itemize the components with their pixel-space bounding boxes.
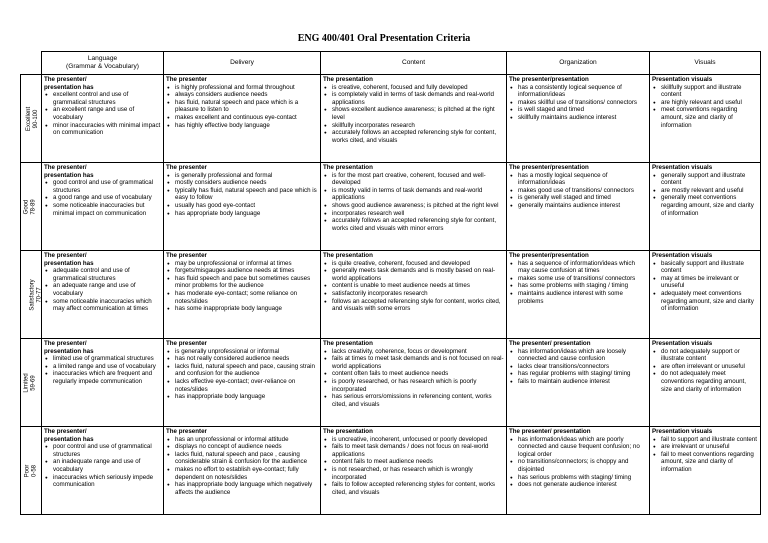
criteria-item: ● poor control and use of grammatical structures xyxy=(53,443,161,458)
cell-heading: The presentation xyxy=(323,252,373,259)
criteria-list xyxy=(166,172,318,218)
level-name: Excellent xyxy=(26,106,33,131)
criteria-item: ● has serious problems with staging/ timing xyxy=(518,474,647,482)
criteria-item: ● makes no effort to establish eye-contact; fully dependent on notes/slides xyxy=(175,466,318,481)
criteria-item: ● has information/ideas which are loosely connected and cause confusion xyxy=(518,348,647,363)
criteria-list xyxy=(652,84,758,130)
criteria-list xyxy=(166,84,318,130)
criteria-item: ● inaccuracies which are frequent and regularly impede communication xyxy=(53,370,161,385)
criteria-cell-content xyxy=(321,75,507,163)
criteria-item: ● meet conventions regarding amount, size and clarity of information xyxy=(661,106,758,129)
criteria-list xyxy=(509,260,647,306)
cell-heading: Presentation visuals xyxy=(652,428,713,435)
criteria-item: ● makes excellent and continuous eye-contact xyxy=(175,114,318,122)
criteria-item: ● an adequate range and use of vocabulary xyxy=(53,282,161,297)
criteria-list xyxy=(509,436,647,489)
criteria-item: ● makes good use of transitions/ connectors xyxy=(518,187,647,195)
criteria-item: ● accurately follows an accepted referencing style for content, works cited, and visuals xyxy=(332,129,504,144)
criteria-item: ● good control and use of grammatical structures xyxy=(53,179,161,194)
level-cell xyxy=(21,251,42,339)
criteria-item: ● an inadequate range and use of vocabulary xyxy=(53,458,161,473)
criteria-item: ● some noticeable inaccuracies but minimal impact on communication xyxy=(53,202,161,217)
cell-heading: The presentation xyxy=(323,340,373,347)
criteria-cell-organization xyxy=(507,427,650,515)
criteria-list xyxy=(509,348,647,386)
level-cell xyxy=(21,339,42,427)
criteria-item: ● is quite creative, coherent, focused and developed xyxy=(332,260,504,268)
level-range: 90-100 xyxy=(33,109,40,128)
criteria-item: ● a good range and use of vocabulary xyxy=(53,194,161,202)
criteria-item: ● has fluid, natural speech and pace which is a pleasure to listen to xyxy=(175,99,318,114)
cell-heading: The presentation xyxy=(323,428,373,435)
level-label xyxy=(24,199,38,214)
rubric-row xyxy=(21,163,761,251)
criteria-cell-content xyxy=(321,427,507,515)
cell-heading: The presenter xyxy=(166,164,207,171)
criteria-item: ● lacks clear transitions/connectors xyxy=(518,363,647,371)
header-row xyxy=(21,52,761,75)
criteria-list xyxy=(509,84,647,122)
criteria-cell-language xyxy=(42,75,164,163)
level-range: 70-77 xyxy=(36,286,43,303)
cell-heading: The presenter/ presentation has xyxy=(44,252,94,267)
criteria-item: ● is poorly researched, or has research which is poorly incorporated xyxy=(332,378,504,393)
criteria-item: ● basically support and illustrate content xyxy=(661,260,758,275)
cell-heading: The presenter xyxy=(166,428,207,435)
criteria-item: ● typically has fluid, natural speech and pace which is easy to follow xyxy=(175,187,318,202)
criteria-list xyxy=(166,436,318,497)
cell-heading: Presentation visuals xyxy=(652,252,713,259)
level-label xyxy=(26,106,40,130)
criteria-item: ● is uncreative, incoherent, unfocused or poorly developed xyxy=(332,436,504,444)
criteria-item: ● lacks effective eye-contact; over-reliance on notes/slides xyxy=(175,378,318,393)
criteria-item: ● generally meet conventions regarding amount, size and clarity of information xyxy=(661,194,758,217)
criteria-item: ● makes skillful use of transitions/ connectors xyxy=(518,99,647,107)
criteria-item: ● has regular problems with staging/ timing xyxy=(518,370,647,378)
criteria-item: ● is generally unprofessional or informal xyxy=(175,348,318,356)
cell-heading: The presenter xyxy=(166,252,207,259)
criteria-list xyxy=(652,260,758,313)
level-label xyxy=(24,373,38,392)
criteria-item: ● has moderate eye-contact; some reliance on notes/slides xyxy=(175,290,318,305)
criteria-item: ● may at times be irrelevant or unuseful xyxy=(661,275,758,290)
criteria-item: ● skillfully maintains audience interest xyxy=(518,114,647,122)
criteria-item: ● minor inaccuracies with minimal impact on communication xyxy=(53,122,161,137)
criteria-item: ● is completely valid in terms of task demands and real-world applications xyxy=(332,91,504,106)
criteria-item: ● has serious errors/omissions in referencing content, works cited, and visuals xyxy=(332,393,504,408)
criteria-item: ● always considers audience needs xyxy=(175,91,318,99)
criteria-item: ● shows good audience awareness; is pitched at the right level xyxy=(332,202,504,210)
criteria-cell-delivery xyxy=(164,251,321,339)
criteria-item: ● adequate control and use of grammatical structures xyxy=(53,267,161,282)
criteria-item: ● is highly professional and formal throughout xyxy=(175,84,318,92)
criteria-item: ● has an unprofessional or informal attitude xyxy=(175,436,318,444)
criteria-list xyxy=(652,348,758,394)
criteria-cell-content xyxy=(321,163,507,251)
criteria-list xyxy=(44,179,161,217)
criteria-item: ● lacks fluid, natural speech and pace , causing considerable strain & confusion for the audience xyxy=(175,451,318,466)
criteria-cell-visuals xyxy=(650,163,761,251)
criteria-list xyxy=(44,91,161,137)
criteria-item: ● content fails to meet audience needs xyxy=(332,458,504,466)
cell-heading: The presenter xyxy=(166,340,207,347)
criteria-cell-visuals xyxy=(650,427,761,515)
criteria-cell-delivery xyxy=(164,75,321,163)
criteria-item: ● skillfully incorporates research xyxy=(332,122,504,130)
criteria-cell-delivery xyxy=(164,427,321,515)
criteria-item: ● may be unprofessional or informal at times xyxy=(175,260,318,268)
criteria-item: ● fails to maintain audience interest xyxy=(518,378,647,386)
criteria-item: ● has inappropriate body language xyxy=(175,393,318,401)
criteria-item: ● fail to meet conventions regarding amount, size and clarity of information xyxy=(661,451,758,474)
document-title: ENG 400/401 Oral Presentation Criteria xyxy=(297,33,471,44)
column-header-organization: Organization xyxy=(507,52,650,75)
criteria-list xyxy=(166,348,318,401)
criteria-cell-organization xyxy=(507,339,650,427)
criteria-item: ● has a sequence of information/ideas which may cause confusion at times xyxy=(518,260,647,275)
criteria-item: ● has information/ideas which are poorly connected and cause frequent confusion; no logical order xyxy=(518,436,647,459)
level-cell xyxy=(21,75,42,163)
criteria-table xyxy=(20,51,761,515)
criteria-item: ● is generally professional and formal xyxy=(175,172,318,180)
criteria-item: ● skillfully support and illustrate content xyxy=(661,84,758,99)
level-cell xyxy=(21,163,42,251)
criteria-item: ● has appropriate body language xyxy=(175,210,318,218)
criteria-item: ● forgets/misgauges audience needs at times xyxy=(175,267,318,275)
criteria-item: ● a limited range and use of vocabulary xyxy=(53,363,161,371)
criteria-item: ● are often irrelevant or unuseful xyxy=(661,363,758,371)
criteria-list xyxy=(44,267,161,313)
criteria-item: ● do not adequately support or illustrate content xyxy=(661,348,758,363)
cell-heading: The presenter/presentation xyxy=(509,76,589,83)
level-range: 78-89 xyxy=(30,198,37,215)
cell-heading: The presenter/ presentation has xyxy=(44,76,94,91)
criteria-cell-visuals xyxy=(650,75,761,163)
cell-heading: The presenter/presentation xyxy=(509,252,589,259)
criteria-item: ● accurately follows an accepted referencing style for content, works cited and visuals with minor errors xyxy=(332,217,504,232)
criteria-list xyxy=(44,355,161,385)
rubric-row xyxy=(21,339,761,427)
criteria-item: ● usually has good eye-contact xyxy=(175,202,318,210)
criteria-item: ● adequately meet conventions regarding amount, size and clarity of information xyxy=(661,290,758,313)
criteria-item: ● is creative, coherent, focused and fully developed xyxy=(332,84,504,92)
criteria-cell-organization xyxy=(507,163,650,251)
level-cell xyxy=(21,427,42,515)
criteria-item: ● is not researched, or has research which is wrongly incorporated xyxy=(332,466,504,481)
criteria-list xyxy=(652,172,758,218)
criteria-list xyxy=(323,84,504,145)
criteria-item: ● generally support and illustrate content xyxy=(661,172,758,187)
column-header-delivery: Delivery xyxy=(164,52,321,75)
criteria-item: ● has some inappropriate body language xyxy=(175,305,318,313)
criteria-item: ● is for the most part creative, coherent, focused and well-developed xyxy=(332,172,504,187)
criteria-item: ● lacks fluid, natural speech and pace, causing strain and confusion for the audience xyxy=(175,363,318,378)
criteria-item: ● makes some use of transitions/ connectors xyxy=(518,275,647,283)
criteria-list xyxy=(509,172,647,210)
level-name: Satisfactory xyxy=(29,278,36,311)
level-label xyxy=(30,279,44,310)
criteria-cell-language xyxy=(42,427,164,515)
criteria-item: ● has highly effective body language xyxy=(175,122,318,130)
cell-heading: The presenter xyxy=(166,76,207,83)
rubric-row xyxy=(21,75,761,163)
level-name: Poor xyxy=(24,464,30,477)
criteria-list xyxy=(166,260,318,313)
corner-cell xyxy=(21,52,42,75)
criteria-item: ● is mostly valid in terms of task demands and real-world applications xyxy=(332,187,504,202)
criteria-item: ● inaccuracies which seriously impede communication xyxy=(53,474,161,489)
criteria-list xyxy=(323,260,504,313)
criteria-item: ● are highly relevant and useful xyxy=(661,99,758,107)
criteria-item: ● has a mostly logical sequence of information/ideas xyxy=(518,172,647,187)
cell-heading: The presentation xyxy=(323,164,373,171)
criteria-item: ● are mostly relevant and useful xyxy=(661,187,758,195)
cell-heading: The presenter/ presentation xyxy=(509,340,591,347)
level-label xyxy=(24,464,38,477)
criteria-item: ● do not adequately meet conventions regarding amount, size and clarity of information xyxy=(661,370,758,393)
level-range: 0-58 xyxy=(31,464,37,477)
criteria-item: ● maintains audience interest with some problems xyxy=(518,290,647,305)
level-name: Good xyxy=(23,199,30,214)
criteria-item: ● has a consistently logical sequence of information/ideas xyxy=(518,84,647,99)
criteria-item: ● lacks creativity, coherence, focus or development xyxy=(332,348,504,356)
criteria-item: ● displays no concept of audience needs xyxy=(175,443,318,451)
criteria-item: ● no transitions/connectors; is choppy and disjointed xyxy=(518,458,647,473)
cell-heading: Presentation visuals xyxy=(652,340,713,347)
criteria-cell-visuals xyxy=(650,251,761,339)
criteria-item: ● shows excellent audience awareness; is pitched at the right level xyxy=(332,106,504,121)
criteria-item: ● fails to follow accepted referencing styles for content, works cited, and visuals xyxy=(332,481,504,496)
criteria-item: ● fails at times to meet task demands and is not focused on real-world applications xyxy=(332,355,504,370)
cell-heading: The presenter/ presentation has xyxy=(44,428,94,443)
criteria-item: ● content is unable to meet audience needs at times xyxy=(332,282,504,290)
criteria-item: ● incorporates research well xyxy=(332,210,504,218)
criteria-item: ● content often fails to meet audience needs xyxy=(332,370,504,378)
cell-heading: The presenter/ presentation xyxy=(509,428,591,435)
criteria-item: ● has fluid speech and pace but sometimes causes minor problems for the audience xyxy=(175,275,318,290)
criteria-item: ● has inappropriate body language which negatively affects the audience xyxy=(175,481,318,496)
criteria-item: ● fails to meet task demands / does not focus on real-world applications xyxy=(332,443,504,458)
criteria-cell-language xyxy=(42,163,164,251)
criteria-cell-organization xyxy=(507,75,650,163)
criteria-item: ● generally meets task demands and is mostly based on real-world applications xyxy=(332,267,504,282)
criteria-list xyxy=(323,436,504,497)
cell-heading: Presentation visuals xyxy=(652,164,713,171)
cell-heading: Presentation visuals xyxy=(652,76,713,83)
criteria-cell-language xyxy=(42,339,164,427)
criteria-cell-delivery xyxy=(164,339,321,427)
column-header-visuals: Visuals xyxy=(650,52,761,75)
criteria-item: ● satisfactorily incorporates research xyxy=(332,290,504,298)
cell-heading: The presenter/ presentation has xyxy=(44,164,94,179)
criteria-cell-organization xyxy=(507,251,650,339)
criteria-list xyxy=(323,172,504,233)
criteria-item: ● are irrelevant or unuseful xyxy=(661,443,758,451)
cell-heading: The presentation xyxy=(323,76,373,83)
criteria-cell-visuals xyxy=(650,339,761,427)
criteria-cell-delivery xyxy=(164,163,321,251)
criteria-item: ● mostly considers audience needs xyxy=(175,179,318,187)
criteria-item: ● has some problems with staging / timing xyxy=(518,282,647,290)
column-header-language: Language (Grammar & Vocabulary) xyxy=(42,52,164,75)
rubric-row xyxy=(21,251,761,339)
criteria-item: ● an excellent range and use of vocabulary xyxy=(53,106,161,121)
criteria-item: ● is well staged and timed xyxy=(518,106,647,114)
criteria-list xyxy=(323,348,504,409)
criteria-item: ● some noticeable inaccuracies which may affect communication at times xyxy=(53,298,161,313)
criteria-item: ● generally maintains audience interest xyxy=(518,202,647,210)
cell-heading: The presenter/presentation xyxy=(509,164,589,171)
criteria-cell-language xyxy=(42,251,164,339)
level-range: 59-69 xyxy=(31,374,37,391)
column-header-content: Content xyxy=(321,52,507,75)
criteria-cell-content xyxy=(321,339,507,427)
cell-heading: The presenter/ presentation has xyxy=(44,340,94,355)
criteria-item: ● does not generate audience interest xyxy=(518,481,647,489)
criteria-list xyxy=(652,436,758,474)
criteria-item: ● excellent control and use of grammatical structures xyxy=(53,91,161,106)
criteria-item: ● limited use of grammatical structures xyxy=(53,355,161,363)
criteria-item: ● is generally well staged and timed xyxy=(518,194,647,202)
criteria-cell-content xyxy=(321,251,507,339)
criteria-item: ● fail to support and illustrate content xyxy=(661,436,758,444)
rubric-row xyxy=(21,427,761,515)
level-name: Limited xyxy=(24,372,30,393)
criteria-list xyxy=(44,443,161,489)
criteria-item: ● has not really considered audience needs xyxy=(175,355,318,363)
criteria-item: ● follows an accepted referencing style for content, works cited, and visuals with some errors xyxy=(332,298,504,313)
